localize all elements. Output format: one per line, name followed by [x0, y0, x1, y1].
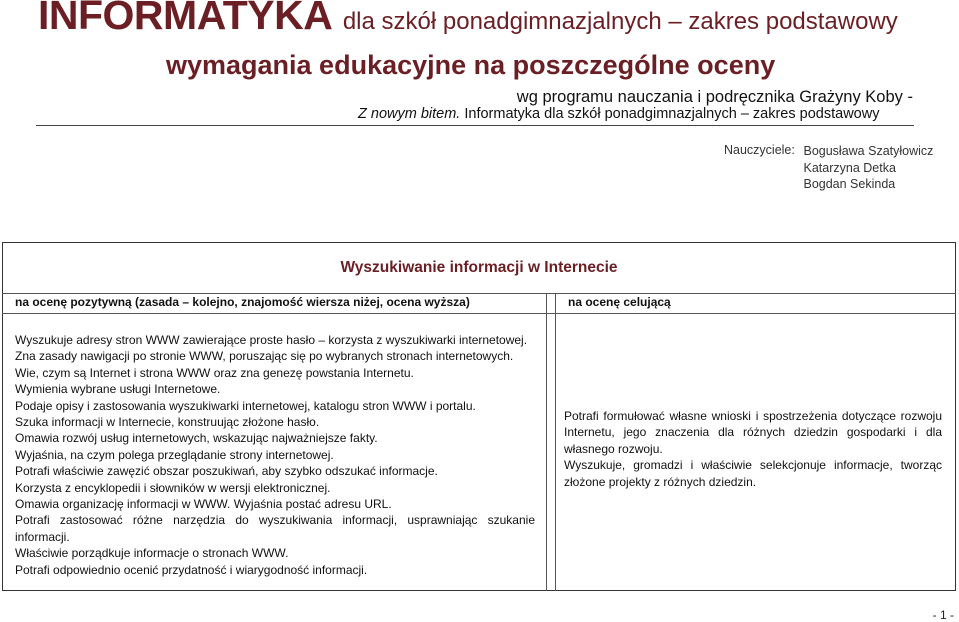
list-item: Wyjaśnia, na czym polega przeglądanie strony internetowej.	[15, 447, 334, 462]
teachers-label: Nauczyciele:	[724, 143, 795, 157]
excellent-requirements-list	[564, 408, 942, 490]
column-header-excellent: na ocenę celującą	[568, 295, 671, 309]
teacher-name: Bogusława Szatyłowicz	[803, 144, 934, 158]
list-item: Szuka informacji w Internecie, konstruując złożone hasło.	[15, 415, 320, 430]
list-item: Korzysta z encyklopedii i słowników w wersji elektronicznej.	[15, 480, 331, 495]
list-item: Potrafi właściwie zawęzić obszar poszukiwań, aby szybko odszukać informacje.	[15, 464, 438, 479]
column-separator	[546, 293, 556, 591]
list-item: Wyszukuje adresy stron WWW zawierające proste hasło – korzysta z wyszukiwarki internetowej.	[15, 333, 528, 347]
list-item: Właściwie porządkuje informacje o stronach WWW.	[15, 546, 289, 561]
table-title: Wyszukiwanie informacji w Internecie	[340, 259, 618, 276]
program-book-subtitle: Informatyka dla szkół ponadgimnazjalnych – zakres podstawowy	[464, 106, 880, 122]
list-item: Omawia organizację informacji w WWW. Wyjaśnia postać adresu URL.	[15, 497, 392, 512]
program-line-2	[358, 106, 879, 122]
list-item: Zna zasady nawigacji po stronie WWW, poruszając się po wybranych stronach internetowych.	[15, 349, 514, 364]
table-divider	[2, 293, 956, 294]
list-item: Potrafi zastosować różne narzędzia do wyszukiwania informacji, usprawniając szukanie informacji.	[15, 513, 535, 544]
program-book-title: Z nowym bitem.	[358, 106, 461, 122]
program-line-1: wg programu nauczania i podręcznika Grażyny Koby -	[516, 88, 913, 106]
list-item: Podaje opisy i zastosowania wyszukiwarki internetowej, katalogu stron WWW i portalu.	[15, 398, 476, 413]
document-title	[38, 0, 898, 39]
list-item: Wyszukuje, gromadzi i właściwie selekcjonuje informacje, tworząc złożone projekty z różnych dziedzin.	[564, 458, 942, 489]
teachers-block	[724, 143, 933, 193]
table-divider	[2, 313, 956, 314]
document-subtitle: wymagania edukacyjne na poszczególne oceny	[166, 50, 776, 80]
list-item: Potrafi odpowiednio ocenić przydatność i wiarygodność informacji.	[15, 562, 368, 577]
teacher-name: Katarzyna Detka	[803, 160, 896, 175]
title-sub: dla szkół ponadgimnazjalnych – zakres podstawowy	[342, 8, 898, 35]
list-item: Wymienia wybrane usługi Internetowe.	[15, 382, 221, 397]
page-number: - 1 -	[932, 608, 954, 622]
column-header-positive: na ocenę pozytywną (zasada – kolejno, znajomość wiersza niżej, ocena wyższa)	[15, 295, 470, 309]
positive-requirements-list	[15, 332, 535, 578]
teacher-name: Bogdan Sekinda	[803, 177, 896, 191]
list-item: Wie, czym są Internet i strona WWW oraz zna genezę powstania Internetu.	[15, 365, 414, 380]
teachers-names	[803, 143, 933, 193]
list-item: Omawia rozwój usług internetowych, wskazując najważniejsze fakty.	[15, 431, 378, 446]
header-divider	[36, 125, 914, 126]
title-main: INFORMATYKA	[38, 0, 333, 38]
list-item: Potrafi formułować własne wnioski i spostrzeżenia dotyczące rozwoju Internetu, jego znaczenia dla różnych dziedzin gospodarki i dla własnego rozwoju.	[564, 409, 942, 456]
